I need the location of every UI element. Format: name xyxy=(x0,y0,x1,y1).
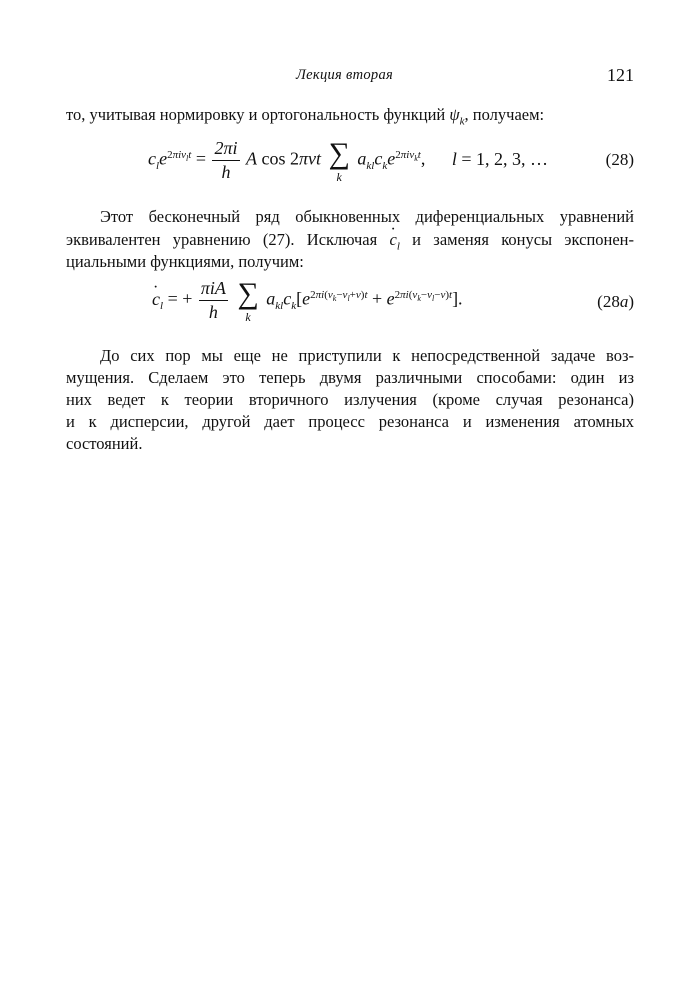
paragraph-2-line-1: Этот бесконечный ряд обыкновенных диференциальных уравнений xyxy=(100,207,634,226)
running-header: Лекция вторая xyxy=(296,67,394,83)
equation-28a-fraction: $\frac{\text{πiA}}{h}$ xyxy=(200,278,226,322)
paragraph-1-line-1: то, учитывая нормировку и ортогональность функций $\psi_k$, получаем: xyxy=(66,105,545,128)
equation-28-fraction: $\frac{2\pi i}{h}$ xyxy=(214,138,238,182)
equation-28-label: (28) xyxy=(605,150,634,169)
paragraph-3-line-2: мущения. Сделаем это теперь двумя различными способами: один из xyxy=(66,368,634,387)
summation-symbol: ∑ k xyxy=(237,276,259,324)
paragraph-2-line-2: эквивалентен уравнению (27). Исключая · $c_l$ и заменяя конусы экспонен- xyxy=(66,229,634,250)
equation-28a-label: (28a) xyxy=(597,292,634,311)
paragraph-2-line-3: циальными функциями, получим: xyxy=(66,252,304,271)
paragraph-3-line-3: них ведет к теории вторичного излучения (кроме случая резонанса) xyxy=(66,390,634,409)
paragraph-3-line-1: До сих пор мы еще не приступили к непосредственной задаче воз- xyxy=(100,346,634,365)
summation-symbol: ∑ k xyxy=(328,136,350,184)
page-number: 121 xyxy=(607,65,634,85)
paragraph-3-line-4: и к дисперсии, другой дает процесс резонанса и изменения атомных xyxy=(66,412,634,431)
paragraph-3-line-5: состояний. xyxy=(66,434,143,453)
equation-28: $c_le^{2\pi i\nu_lt}$ = $\frac{2\pi i}{h}$ A cos 2πνt ∑ k $a_{kl}c_ke^{2\pi i\nu_kt}$, l = 1, 2, 3, … xyxy=(148,136,548,184)
equation-28a: · $c_l$ = + $\frac{\text{πiA}}{h}$ ∑ k $a_{kl}c_k[e^{2\pi i(\nu_k-\nu_l+\nu)t} + e^{2\pi i(\nu_k-\nu_l-\nu)t}]$. xyxy=(152,278,463,323)
